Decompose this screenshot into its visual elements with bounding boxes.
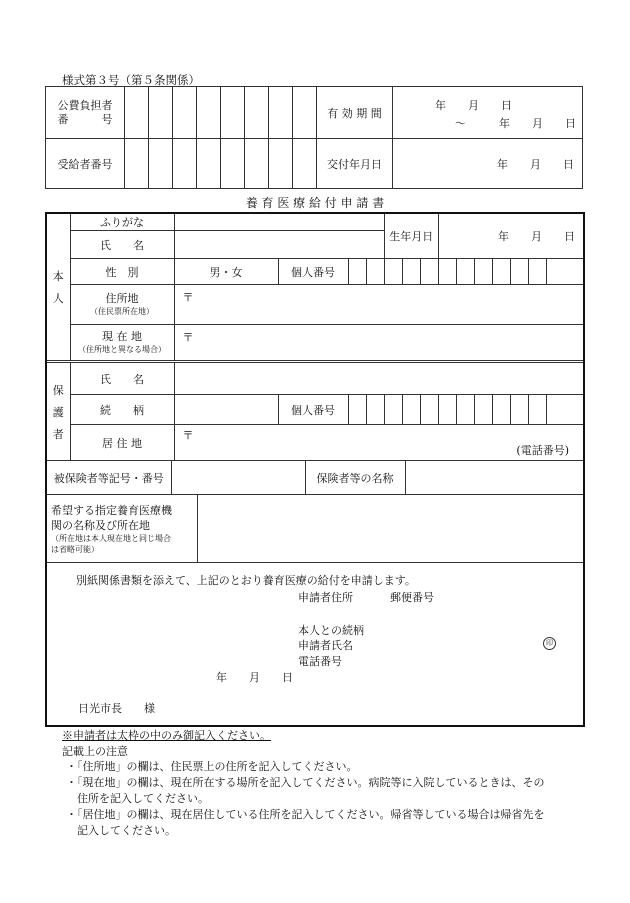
birthdate-field[interactable]: 年 月 日	[438, 214, 583, 259]
recipient-digit-cell[interactable]	[293, 139, 317, 189]
sex-select[interactable]: 男・女	[174, 259, 278, 285]
number-digit-cell[interactable]	[475, 259, 493, 285]
note-item: ・「住所地」の欄は、住民票上の住所を記入してください。	[66, 760, 358, 773]
note-item: 住所を記入してください。	[66, 792, 209, 805]
furigana-label: ふりがな	[70, 214, 174, 231]
validity-from: 年 月 日	[435, 99, 512, 112]
recipient-digit-cell[interactable]	[197, 139, 221, 189]
application-date: 年 月 日	[216, 671, 293, 684]
number-digit-cell[interactable]	[547, 395, 565, 425]
notes-list	[66, 759, 545, 839]
insurance-table	[47, 460, 583, 495]
residence-phone-label: (電話番号)	[516, 444, 569, 457]
name-label: 氏 名	[70, 231, 174, 259]
number-digit-cell[interactable]	[456, 259, 474, 285]
number-digit-cell[interactable]	[438, 259, 456, 285]
insurer-name-input[interactable]	[405, 461, 583, 495]
number-digit-cell[interactable]	[366, 395, 384, 425]
applicant-phone-label: 電話番号	[298, 655, 342, 668]
number-digit-cell[interactable]	[366, 259, 384, 285]
payer-digit-cell[interactable]	[221, 87, 245, 139]
note-item: 記入してください。	[66, 824, 176, 837]
name-input[interactable]	[174, 231, 384, 259]
individual-number-label: 個人番号	[278, 259, 348, 285]
postal-code-label: 郵便番号	[390, 591, 434, 604]
residence-postal-mark: 〒	[182, 429, 194, 442]
residence-input[interactable]	[174, 425, 583, 461]
note-item: ・「現在地」の欄は、現在所在する場所を記入してください。病院等に入院しているときは、その	[66, 776, 545, 789]
current-address-input[interactable]: 〒	[174, 325, 583, 361]
notes-heading: 記載上の注意	[62, 745, 128, 758]
guardian-table	[47, 362, 583, 461]
payer-digit-cell[interactable]	[125, 87, 149, 139]
institution-input[interactable]	[197, 495, 583, 563]
applicant-name-label: 申請者氏名	[298, 639, 353, 652]
validity-label: 有 効 期 間	[317, 87, 393, 139]
top-info-table	[45, 86, 583, 189]
public-payer-label: 公費負担者 番 号	[46, 87, 125, 139]
relation-input[interactable]	[174, 395, 278, 425]
form-number: 様式第３号（第５条関係）	[62, 73, 200, 87]
recipient-digit-cell[interactable]	[173, 139, 197, 189]
number-digit-cell[interactable]	[475, 395, 493, 425]
number-digit-cell[interactable]	[456, 395, 474, 425]
number-digit-cell[interactable]	[348, 395, 366, 425]
seal-mark: 印	[543, 637, 556, 650]
guardian-section-label: 保 護 者	[47, 363, 70, 461]
birthdate-label: 生年月日	[384, 214, 438, 259]
institution-label: 希望する指定養育医療機 関の名称及び所在地 （所在地は本人現在地と同じ場合 は省略可能）	[47, 495, 197, 563]
guardian-individual-number-label: 個人番号	[278, 395, 348, 425]
recipient-digit-cell[interactable]	[149, 139, 173, 189]
payer-digit-cell[interactable]	[293, 87, 317, 139]
relationship-label: 本人との続柄	[298, 624, 364, 637]
validity-to: 〜 年 月 日	[455, 117, 576, 130]
declaration-statement: 別紙関係書類を添えて、上記のとおり養育医療の給付を申請します。	[76, 574, 416, 587]
furigana-input[interactable]	[174, 214, 384, 231]
number-digit-cell[interactable]	[420, 259, 438, 285]
number-digit-cell[interactable]	[529, 259, 547, 285]
number-digit-cell[interactable]	[384, 259, 402, 285]
number-digit-cell[interactable]	[529, 395, 547, 425]
form-title: 養 育 医 療 給 付 申 請 書	[245, 196, 385, 210]
guardian-name-input[interactable]	[174, 363, 583, 395]
insured-number-input[interactable]	[171, 461, 305, 495]
insurer-name-label: 保険者等の名称	[305, 461, 405, 495]
guardian-name-label: 氏 名	[70, 363, 174, 395]
fill-instruction: ※申請者は太枠の中のみ御記入ください。	[62, 729, 271, 742]
payer-digit-cell[interactable]	[149, 87, 173, 139]
recipient-digit-cell[interactable]	[221, 139, 245, 189]
validity-field[interactable]	[393, 87, 583, 139]
recipient-number-label: 受給者番号	[46, 139, 125, 189]
current-address-label: 現 在 地 （住所地と異なる場合）	[70, 325, 174, 361]
number-digit-cell[interactable]	[493, 259, 511, 285]
number-digit-cell[interactable]	[511, 395, 529, 425]
number-digit-cell[interactable]	[402, 259, 420, 285]
applicant-section-label: 本 人	[47, 214, 70, 361]
sex-label: 性 別	[70, 259, 174, 285]
payer-digit-cell[interactable]	[197, 87, 221, 139]
address-input[interactable]: 〒	[174, 285, 583, 325]
number-digit-cell[interactable]	[547, 259, 565, 285]
payer-digit-cell[interactable]	[269, 87, 293, 139]
relation-label: 続 柄	[70, 395, 174, 425]
number-digit-cell[interactable]	[402, 395, 420, 425]
institution-table	[47, 494, 583, 563]
recipient-digit-cell[interactable]	[245, 139, 269, 189]
number-digit-cell[interactable]	[493, 395, 511, 425]
number-digit-cell[interactable]	[348, 259, 366, 285]
address-label: 住所地 （住民票所在地）	[70, 285, 174, 325]
number-digit-cell[interactable]	[438, 395, 456, 425]
recipient-digit-cell[interactable]	[125, 139, 149, 189]
number-digit-cell[interactable]	[420, 395, 438, 425]
payer-digit-cell[interactable]	[173, 87, 197, 139]
number-digit-cell[interactable]	[384, 395, 402, 425]
applicant-address-label: 申請者住所	[298, 591, 353, 604]
issue-date-label: 交付年月日	[317, 139, 393, 189]
issue-date-field[interactable]: 年 月 日	[393, 139, 583, 189]
recipient-digit-cell[interactable]	[269, 139, 293, 189]
applicant-table	[47, 214, 583, 361]
payer-digit-cell[interactable]	[245, 87, 269, 139]
number-digit-cell[interactable]	[511, 259, 529, 285]
insured-number-label: 被保険者等記号・番号	[47, 461, 171, 495]
addressee: 日光市長 様	[78, 702, 155, 715]
residence-label: 居 住 地	[70, 425, 174, 461]
note-item: ・「居住地」の欄は、現在居住している住所を記入してください。帰省等している場合は帰省先を	[66, 808, 545, 821]
